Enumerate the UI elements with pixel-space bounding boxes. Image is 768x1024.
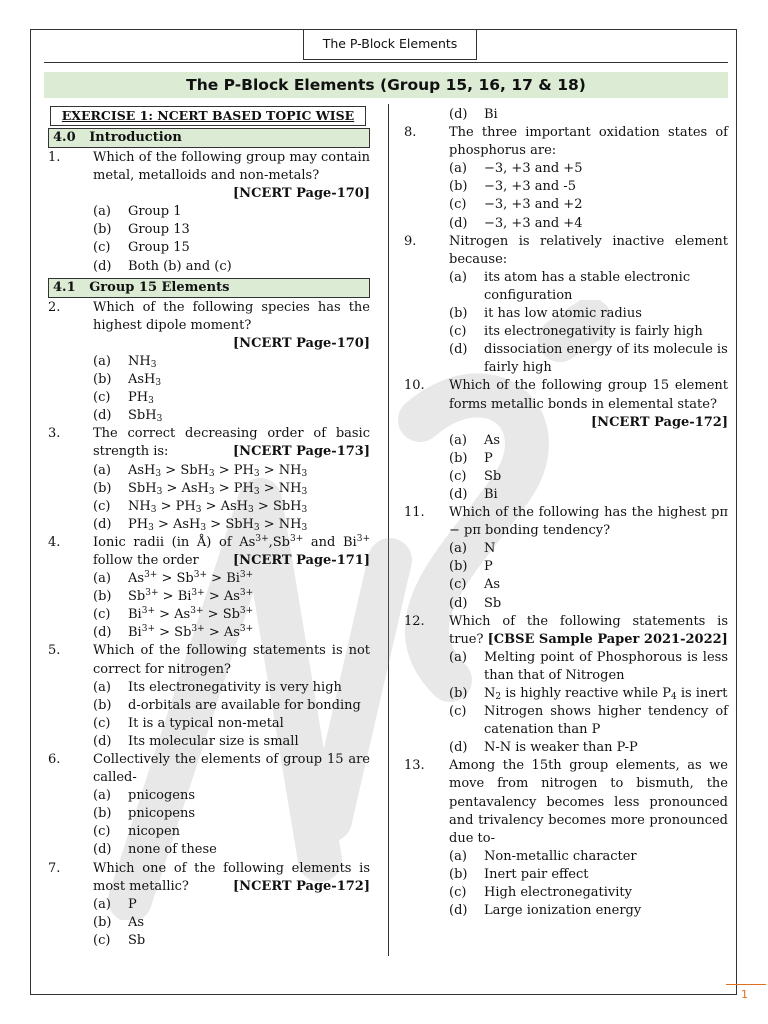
left-column	[48, 106, 370, 950]
running-header: The P-Block Elements	[303, 30, 477, 60]
option[interactable]: (c) Sb	[449, 468, 502, 484]
option[interactable]: (c) nicopen	[93, 824, 181, 840]
ncert-reference: [NCERT Page-172]	[233, 878, 370, 894]
option[interactable]: (c) its electronegativity is fairly high	[449, 324, 703, 340]
ncert-reference: [NCERT Page-170]	[233, 335, 370, 351]
question-13: 13. Among the 15th group elements, as we move from nitrogen to bismuth, the pentavalency becomes less pronounced and trivalency becomes more pronounced due to-	[404, 758, 728, 846]
option[interactable]: (c) Nitrogen shows higher tendency of catenation than P	[449, 704, 728, 738]
question-5: 5. Which of the following statements is not correct for nitrogen?	[48, 643, 370, 677]
option[interactable]: (c) Sb	[93, 932, 146, 948]
option[interactable]: (d) −3, +3 and +4	[449, 215, 583, 231]
option[interactable]: (a) Its electronegativity is very high	[93, 679, 342, 695]
option[interactable]: (d) Bi	[449, 486, 498, 502]
option[interactable]: (c) $Bi^{3+} > As^{3+} > Sb^{3+}$	[93, 606, 254, 623]
question-8: 8. The three important oxidation states of phosphorus are:	[404, 125, 728, 159]
option[interactable]: (c) Group 15	[93, 240, 190, 256]
option[interactable]: (a) $NH_3$	[93, 353, 157, 370]
question-11: 11. Which of the following has the highest pπ − pπ bonding tendency?	[404, 505, 728, 539]
page-number-rule	[726, 984, 766, 985]
option[interactable]: (d) dissociation energy of its molecule is fairly high	[449, 342, 728, 376]
page-title: The P-Block Elements (Group 15, 16, 17 & 18)	[44, 72, 728, 98]
option[interactable]: (d) none of these	[93, 842, 217, 858]
question-4: 4. Ionic radii (in Å) of $As^{3+},Sb^{3+}$ and $Bi^{3+}$ follow the order [NCERT Page-171]	[48, 534, 370, 570]
option[interactable]: (d) $Bi^{3+} > Sb^{3+} > As^{3+}$	[93, 624, 254, 641]
option[interactable]: (d) Bi	[449, 107, 498, 122]
question-12: 12. Which of the following statements is true? [CBSE Sample Paper 2021-2022]	[404, 613, 728, 647]
exercise-heading: EXERCISE 1: NCERT BASED TOPIC WISE	[50, 106, 366, 126]
option[interactable]: (d) N-N is weaker than P-P	[449, 740, 638, 756]
ncert-reference: [NCERT Page-171]	[233, 552, 370, 568]
option[interactable]: (d) Its molecular size is small	[93, 733, 299, 749]
option[interactable]: (a) Non-metallic character	[449, 848, 637, 864]
option[interactable]: (c) It is a typical non-metal	[93, 715, 284, 731]
option[interactable]: (b) As	[93, 914, 145, 930]
option[interactable]: (a) −3, +3 and +5	[449, 161, 583, 177]
option[interactable]: (d) $PH_3 > AsH_3 > SbH_3 > NH_3$	[93, 516, 308, 533]
option[interactable]: (d) Sb	[449, 595, 502, 611]
exam-reference: [CBSE Sample Paper 2021-2022]	[487, 631, 728, 647]
question-6: 6. Collectively the elements of group 15 are called-	[48, 752, 370, 786]
ncert-reference: [NCERT Page-170]	[233, 186, 370, 202]
question-3: 3. The correct decreasing order of basic strength is: [NCERT Page-173]	[48, 425, 370, 461]
option[interactable]: (c) −3, +3 and +2	[449, 197, 583, 213]
question-2: 2. Which of the following species has the highest dipole moment?	[48, 299, 370, 333]
header-rule	[44, 62, 728, 63]
option[interactable]: (b) −3, +3 and -5	[449, 179, 576, 195]
option[interactable]: (a) Group 1	[93, 204, 182, 220]
section-heading-group15: 4.1 Group 15 Elements	[48, 278, 370, 298]
option[interactable]: (b) $SbH_3 > AsH_3 > PH_3 > NH_3$	[93, 480, 308, 497]
option[interactable]: (a) P	[93, 896, 137, 912]
question-1: 1. Which of the following group may contain metal, metalloids and non-metals? [NCERT Page-170]	[48, 149, 370, 203]
option[interactable]: (c) $NH_3 > PH_3 > AsH_3 > SbH_3$	[93, 498, 308, 515]
option[interactable]: (d) SbH$_3$	[93, 408, 163, 425]
question-10: 10. Which of the following group 15 element forms metallic bonds in elemental state?	[404, 378, 728, 412]
question-7: 7. Which one of the following elements is most metallic? [NCERT Page-172]	[48, 860, 370, 896]
option[interactable]: (c) $PH_3$	[93, 390, 154, 407]
page-number: 1	[741, 988, 748, 1001]
option[interactable]: (b) P	[449, 450, 493, 466]
option[interactable]: (a) $As^{3+} > Sb^{3+} > Bi^{3+}$	[93, 570, 254, 587]
option[interactable]: (b) Inert pair effect	[449, 866, 589, 882]
option[interactable]: (a) N	[449, 541, 496, 557]
section-heading-intro: 4.0 Introduction	[48, 128, 370, 148]
ncert-reference: [NCERT Page-172]	[591, 414, 728, 430]
option[interactable]: (d) Both (b) and (c)	[93, 258, 232, 274]
option[interactable]: (c) High electronegativity	[449, 885, 633, 901]
option[interactable]: (b) pnicopens	[93, 806, 196, 822]
option[interactable]: (b) $Sb^{3+} > Bi^{3+} > As^{3+}$	[93, 588, 254, 605]
option[interactable]: (b) it has low atomic radius	[449, 306, 642, 322]
option[interactable]: (d) Large ionization energy	[449, 903, 642, 919]
ncert-reference: [NCERT Page-173]	[233, 444, 370, 460]
option[interactable]: (b) P	[449, 559, 493, 575]
option[interactable]: (b) d-orbitals are available for bonding	[93, 697, 361, 713]
option[interactable]: (a) Melting point of Phosphorous is less than that of Nitrogen	[449, 649, 728, 683]
column-divider	[388, 104, 389, 956]
option[interactable]: (c) As	[449, 577, 501, 593]
option[interactable]: (a) its atom has a stable electronic configuration	[449, 269, 691, 303]
question-9: 9. Nitrogen is relatively inactive element because:	[404, 233, 728, 267]
option[interactable]: (a) pnicogens	[93, 788, 196, 804]
option[interactable]: (a) As	[449, 432, 501, 448]
option[interactable]: (a) $AsH_3 > SbH_3 > PH_3 > NH_3$	[93, 462, 308, 479]
option[interactable]: (b) Group 13	[93, 222, 190, 238]
right-column	[404, 106, 728, 920]
option[interactable]: (b) $N_2$ is highly reactive while $P_4$ is inert	[449, 686, 728, 702]
option[interactable]: (b) AsH$_3$	[93, 372, 162, 389]
